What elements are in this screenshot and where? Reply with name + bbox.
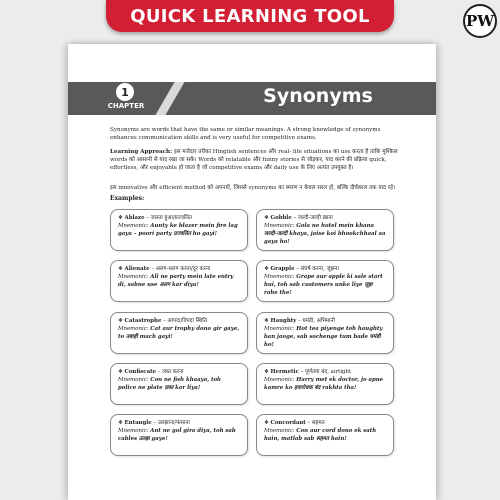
diamond-bullet-icon: ❖	[118, 318, 125, 324]
learning-approach-paragraph	[110, 148, 408, 173]
dash-separator: –	[298, 369, 305, 375]
mnemonic-text: Con ne fish khaaya, toh police ne plate ज़ब्त kar liya!	[118, 377, 221, 391]
example-card	[256, 260, 394, 302]
example-card	[256, 209, 394, 251]
mnemonic-text: Harry met ek doctor, jo apne kamre ko हवारोधक बंद rakhta tha!	[264, 377, 384, 391]
example-mnemonic	[118, 222, 240, 238]
example-card	[110, 260, 248, 302]
example-mnemonic	[264, 325, 386, 349]
example-meaning: जल्दी-जल्दी खाना	[297, 215, 333, 221]
example-mnemonic	[118, 376, 240, 392]
example-word: Gobble	[270, 215, 292, 221]
header-banner	[106, 0, 394, 32]
dash-separator: –	[156, 369, 163, 375]
mnemonic-label: Mnemonic:	[264, 274, 297, 280]
mnemonic-text: Con aur cord dono ek sath hain, matlab sab सहमत hain!	[264, 428, 377, 442]
dash-separator: –	[144, 215, 151, 221]
example-heading	[118, 214, 240, 222]
example-mnemonic	[264, 222, 386, 246]
example-word: Alienate	[124, 266, 150, 272]
example-meaning: जलता हुआ/प्रज्वलित	[150, 215, 192, 221]
diamond-bullet-icon: ❖	[118, 266, 125, 272]
example-word: Hermetic	[270, 369, 299, 375]
example-card	[256, 312, 394, 354]
example-card	[256, 414, 394, 456]
mnemonic-label: Mnemonic:	[264, 428, 297, 434]
diamond-bullet-icon: ❖	[264, 420, 271, 426]
diamond-bullet-icon: ❖	[264, 318, 271, 324]
dash-separator: –	[291, 215, 298, 221]
example-word: Grapple	[270, 266, 295, 272]
example-word: Concordant	[270, 420, 306, 426]
chapter-label: CHAPTER	[107, 102, 145, 110]
example-heading	[118, 317, 240, 325]
mnemonic-text: Cat aur trophy dono gir gaye, to तबाही mach gayi!	[118, 326, 240, 340]
dash-separator: –	[151, 420, 158, 426]
mnemonic-label: Mnemonic:	[118, 326, 151, 332]
mnemonic-text: Hot tea piyenge toh haughty ban jaoge, sab sochenge tum bade घमंडी ho!	[264, 326, 383, 348]
example-card	[110, 209, 248, 251]
example-heading	[118, 368, 240, 376]
example-mnemonic	[264, 376, 386, 392]
example-heading	[264, 317, 386, 325]
mnemonic-label: Mnemonic:	[118, 223, 151, 229]
example-meaning: पूर्णतया बंद, airtight	[305, 369, 352, 375]
example-word: Haughty	[270, 318, 297, 324]
example-meaning: संघर्ष करना, जूझना	[300, 266, 339, 272]
mnemonic-text: Gola ne hotel mein khana जल्दी-जल्दी khaya, jaise koi bhookchhaal aa gaya ho!	[264, 223, 386, 245]
mnemonic-label: Mnemonic:	[118, 377, 151, 383]
method-paragraph: इस innovative और efficient method को अपनाएँ, जिससे synonyms का स्मरण न केवल सरल हो, बल्कि दीर्घकाल तक याद रहे।	[110, 185, 396, 191]
example-meaning: सहमत	[311, 420, 325, 426]
diamond-bullet-icon: ❖	[118, 369, 125, 375]
example-card	[256, 363, 394, 405]
mnemonic-label: Mnemonic:	[118, 274, 151, 280]
example-meaning: आपदा/विपदा स्थिति	[167, 318, 207, 324]
example-word: Catastrophe	[124, 318, 162, 324]
learning-approach-label: Learning Approach:	[110, 149, 173, 155]
learning-approach-text: इस मजेदार तरीका Hinglish sentences और real- life situations का use करता है ताकि मुश्किल words को आसानी से याद रखा जा सके। Words को relatable और funny stories से जोड़कर, याद करने की प्रक्रिया quick, effortless, और enjoyable हो जाता है जो competitive exams और daily use के लिए अत्यंत उपयुक्त है।	[110, 149, 398, 172]
dash-separator: –	[296, 318, 303, 324]
banner-title: QUICK LEARNING TOOL	[130, 5, 370, 27]
diamond-bullet-icon: ❖	[118, 420, 125, 426]
example-word: Confiscate	[124, 369, 157, 375]
example-heading	[264, 214, 386, 222]
mnemonic-label: Mnemonic:	[264, 326, 297, 332]
example-heading	[118, 419, 240, 427]
dash-separator: –	[294, 266, 301, 272]
example-card	[110, 414, 248, 456]
diamond-bullet-icon: ❖	[264, 266, 271, 272]
mnemonic-text: Ali ne party mein late entry di, sabne use अलग kar diya!	[118, 274, 234, 288]
chapter-header	[68, 82, 436, 115]
dash-separator: –	[305, 420, 312, 426]
example-word: Ablaze	[124, 215, 145, 221]
example-mnemonic	[118, 273, 240, 289]
mnemonic-label: Mnemonic:	[118, 428, 151, 434]
example-meaning: जब्त करना	[162, 369, 184, 375]
example-mnemonic	[118, 427, 240, 443]
example-meaning: उलझाना/फंसाना	[157, 420, 190, 426]
example-mnemonic	[264, 273, 386, 297]
diamond-bullet-icon: ❖	[118, 215, 125, 221]
example-mnemonic	[264, 427, 386, 443]
mnemonic-label: Mnemonic:	[264, 377, 297, 383]
example-meaning: अलग-थलग करना/दूर करना	[155, 266, 211, 272]
mnemonic-text: Aunty ke blazer mein fire lag gaya – poori party प्रज्वलित ho gayi!	[118, 223, 238, 237]
diamond-bullet-icon: ❖	[264, 369, 271, 375]
example-card	[110, 312, 248, 354]
chapter-number: 1	[116, 83, 134, 101]
mnemonic-label: Mnemonic:	[264, 223, 297, 229]
example-mnemonic	[118, 325, 240, 341]
chapter-title: Synonyms	[263, 85, 373, 107]
dash-separator: –	[161, 318, 168, 324]
mnemonic-text: Grape aur apple ki sale start hui, toh sab customers unke liye जूझ rahe the!	[264, 274, 383, 296]
example-heading	[264, 368, 386, 376]
example-card	[110, 363, 248, 405]
example-heading	[264, 265, 386, 273]
example-meaning: घमंडी, अभिमानी	[302, 318, 335, 324]
examples-heading: Examples:	[110, 195, 145, 202]
example-heading	[118, 265, 240, 273]
example-heading	[264, 419, 386, 427]
intro-paragraph: Synonyms are words that have the same or similar meanings. A strong knowledge of synonyms enhances communication skills and is very useful for competitive exams.	[110, 127, 381, 142]
pw-logo: PW	[463, 4, 497, 38]
dash-separator: –	[149, 266, 156, 272]
example-word: Entangle	[124, 420, 152, 426]
mnemonic-text: Ant ne gol gira diya, toh sab cables उलझ gaye!	[118, 428, 236, 442]
diamond-bullet-icon: ❖	[264, 215, 271, 221]
book-page	[68, 44, 436, 500]
